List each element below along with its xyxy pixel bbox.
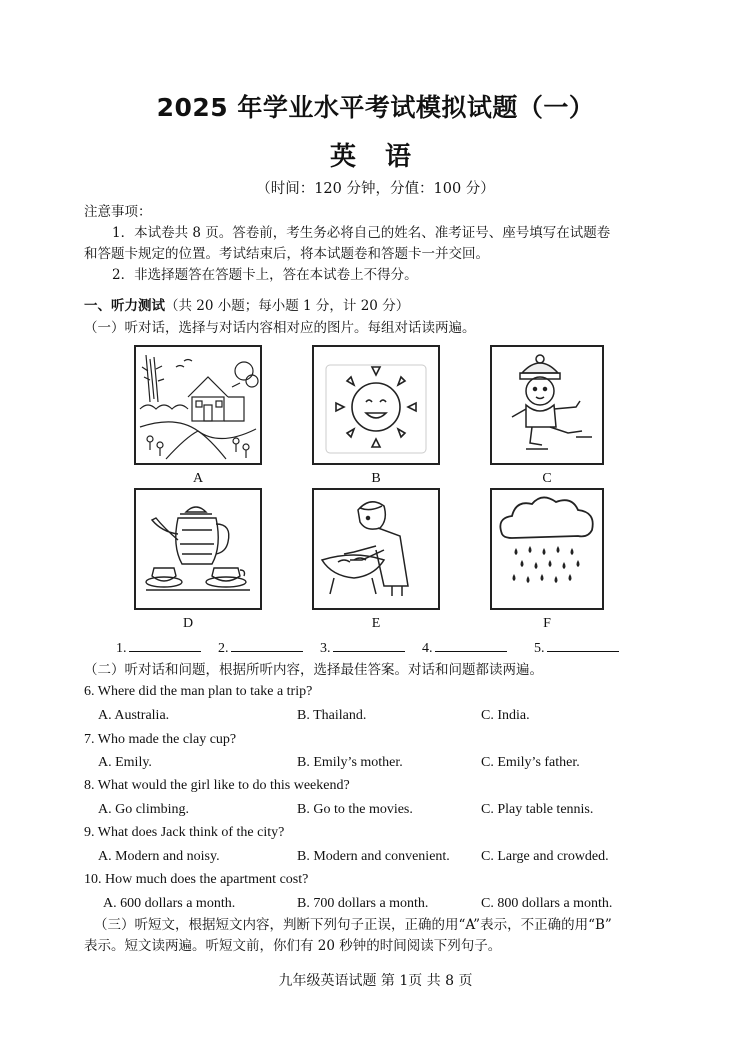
blank-number: 2. [218, 641, 229, 656]
picture-label-a: A [192, 471, 204, 486]
subject-title: 英 语 [329, 142, 422, 172]
picture-label-d: D [182, 616, 194, 631]
picture-label-b: B [371, 471, 381, 486]
blank-number: 4. [422, 641, 433, 656]
picture-label-e: E [371, 616, 381, 631]
picture-d [134, 488, 262, 610]
notice-item-1-line-2: 和答题卡规定的位置。考试结束后，将本试题卷和答题卡一并交回。 [84, 246, 489, 262]
question-7-option-a: A. Emily. [98, 755, 152, 770]
notice-heading: 注意事项： [84, 204, 152, 220]
answer-blank-5[interactable] [534, 638, 619, 657]
time-score-info: （时间：120 分钟，分值：100 分） [256, 181, 495, 197]
question-10-option-b: B. 700 dollars a month. [297, 896, 429, 911]
question-8-option-b: B. Go to the movies. [297, 802, 413, 817]
notice-item-1-line-1: 1．本试卷共 8 页。答卷前，考生务必将自己的姓名、准考证号、座号填写在试题卷 [112, 225, 611, 241]
answer-blank-3[interactable] [320, 638, 405, 657]
blank-number: 5. [534, 641, 545, 656]
picture-label-f: F [543, 616, 551, 631]
answer-blank-2[interactable] [218, 638, 303, 657]
question-6-option-b: B. Thailand. [297, 708, 367, 723]
part-1-instruction: （一）听对话，选择与对话内容相对应的图片。每组对话读两遍。 [84, 320, 476, 336]
answer-blank-4[interactable] [422, 638, 507, 657]
part-3-instruction-line-1: （三）听短文，根据短文内容，判断下列句子正误，正确的用“A”表示，不正确的用“B” [94, 917, 612, 933]
boy-washing-icon [314, 490, 438, 608]
picture-label-c: C [542, 471, 552, 486]
skating-child-icon [492, 347, 602, 463]
picture-b [312, 345, 440, 465]
blank-number: 1. [116, 641, 127, 656]
question-8: 8. What would the girl like to do this weekend? [84, 778, 350, 793]
question-10-option-a: A. 600 dollars a month. [103, 896, 236, 911]
question-7-option-b: B. Emily’s mother. [297, 755, 403, 770]
picture-a [134, 345, 262, 465]
picture-f [490, 488, 604, 610]
notice-item-2: 2．非选择题答在答题卡上，答在本试卷上不得分。 [112, 267, 418, 283]
exam-title: 2025 年学业水平考试模拟试题（一） [156, 93, 595, 122]
page-footer: 九年级英语试题 第 1页 共 8 页 [278, 973, 473, 989]
rain-cloud-icon [492, 490, 602, 608]
question-6-option-c: C. India. [481, 708, 530, 723]
sun-icon [314, 347, 438, 463]
section-1-title: 一、听力测试 [84, 298, 165, 314]
village-scene-icon [136, 347, 260, 463]
section-1-heading [84, 296, 409, 316]
question-6: 6. Where did the man plan to take a trip? [84, 684, 313, 699]
answer-blank-1[interactable] [116, 638, 201, 657]
question-9-option-b: B. Modern and convenient. [297, 849, 450, 864]
part-3-instruction-line-2: 表示。短文读两遍。听短文前，你们有 20 秒钟的时间阅读下列句子。 [84, 938, 502, 954]
question-7: 7. Who made the clay cup? [84, 732, 237, 747]
blank-number: 3. [320, 641, 331, 656]
teapot-cups-icon [136, 490, 260, 608]
question-9-option-a: A. Modern and noisy. [98, 849, 220, 864]
question-10: 10. How much does the apartment cost? [84, 872, 309, 887]
question-8-option-c: C. Play table tennis. [481, 802, 594, 817]
question-8-option-a: A. Go climbing. [98, 802, 189, 817]
question-10-option-c: C. 800 dollars a month. [481, 896, 613, 911]
question-9: 9. What does Jack think of the city? [84, 825, 285, 840]
picture-c [490, 345, 604, 465]
question-6-option-a: A. Australia. [98, 708, 170, 723]
question-9-option-c: C. Large and crowded. [481, 849, 609, 864]
question-7-option-c: C. Emily’s father. [481, 755, 580, 770]
picture-e [312, 488, 440, 610]
section-1-note: （共 20 小题；每小题 1 分，计 20 分） [165, 298, 410, 314]
part-2-instruction: （二）听对话和问题，根据所听内容，选择最佳答案。对话和问题都读两遍。 [84, 662, 543, 678]
